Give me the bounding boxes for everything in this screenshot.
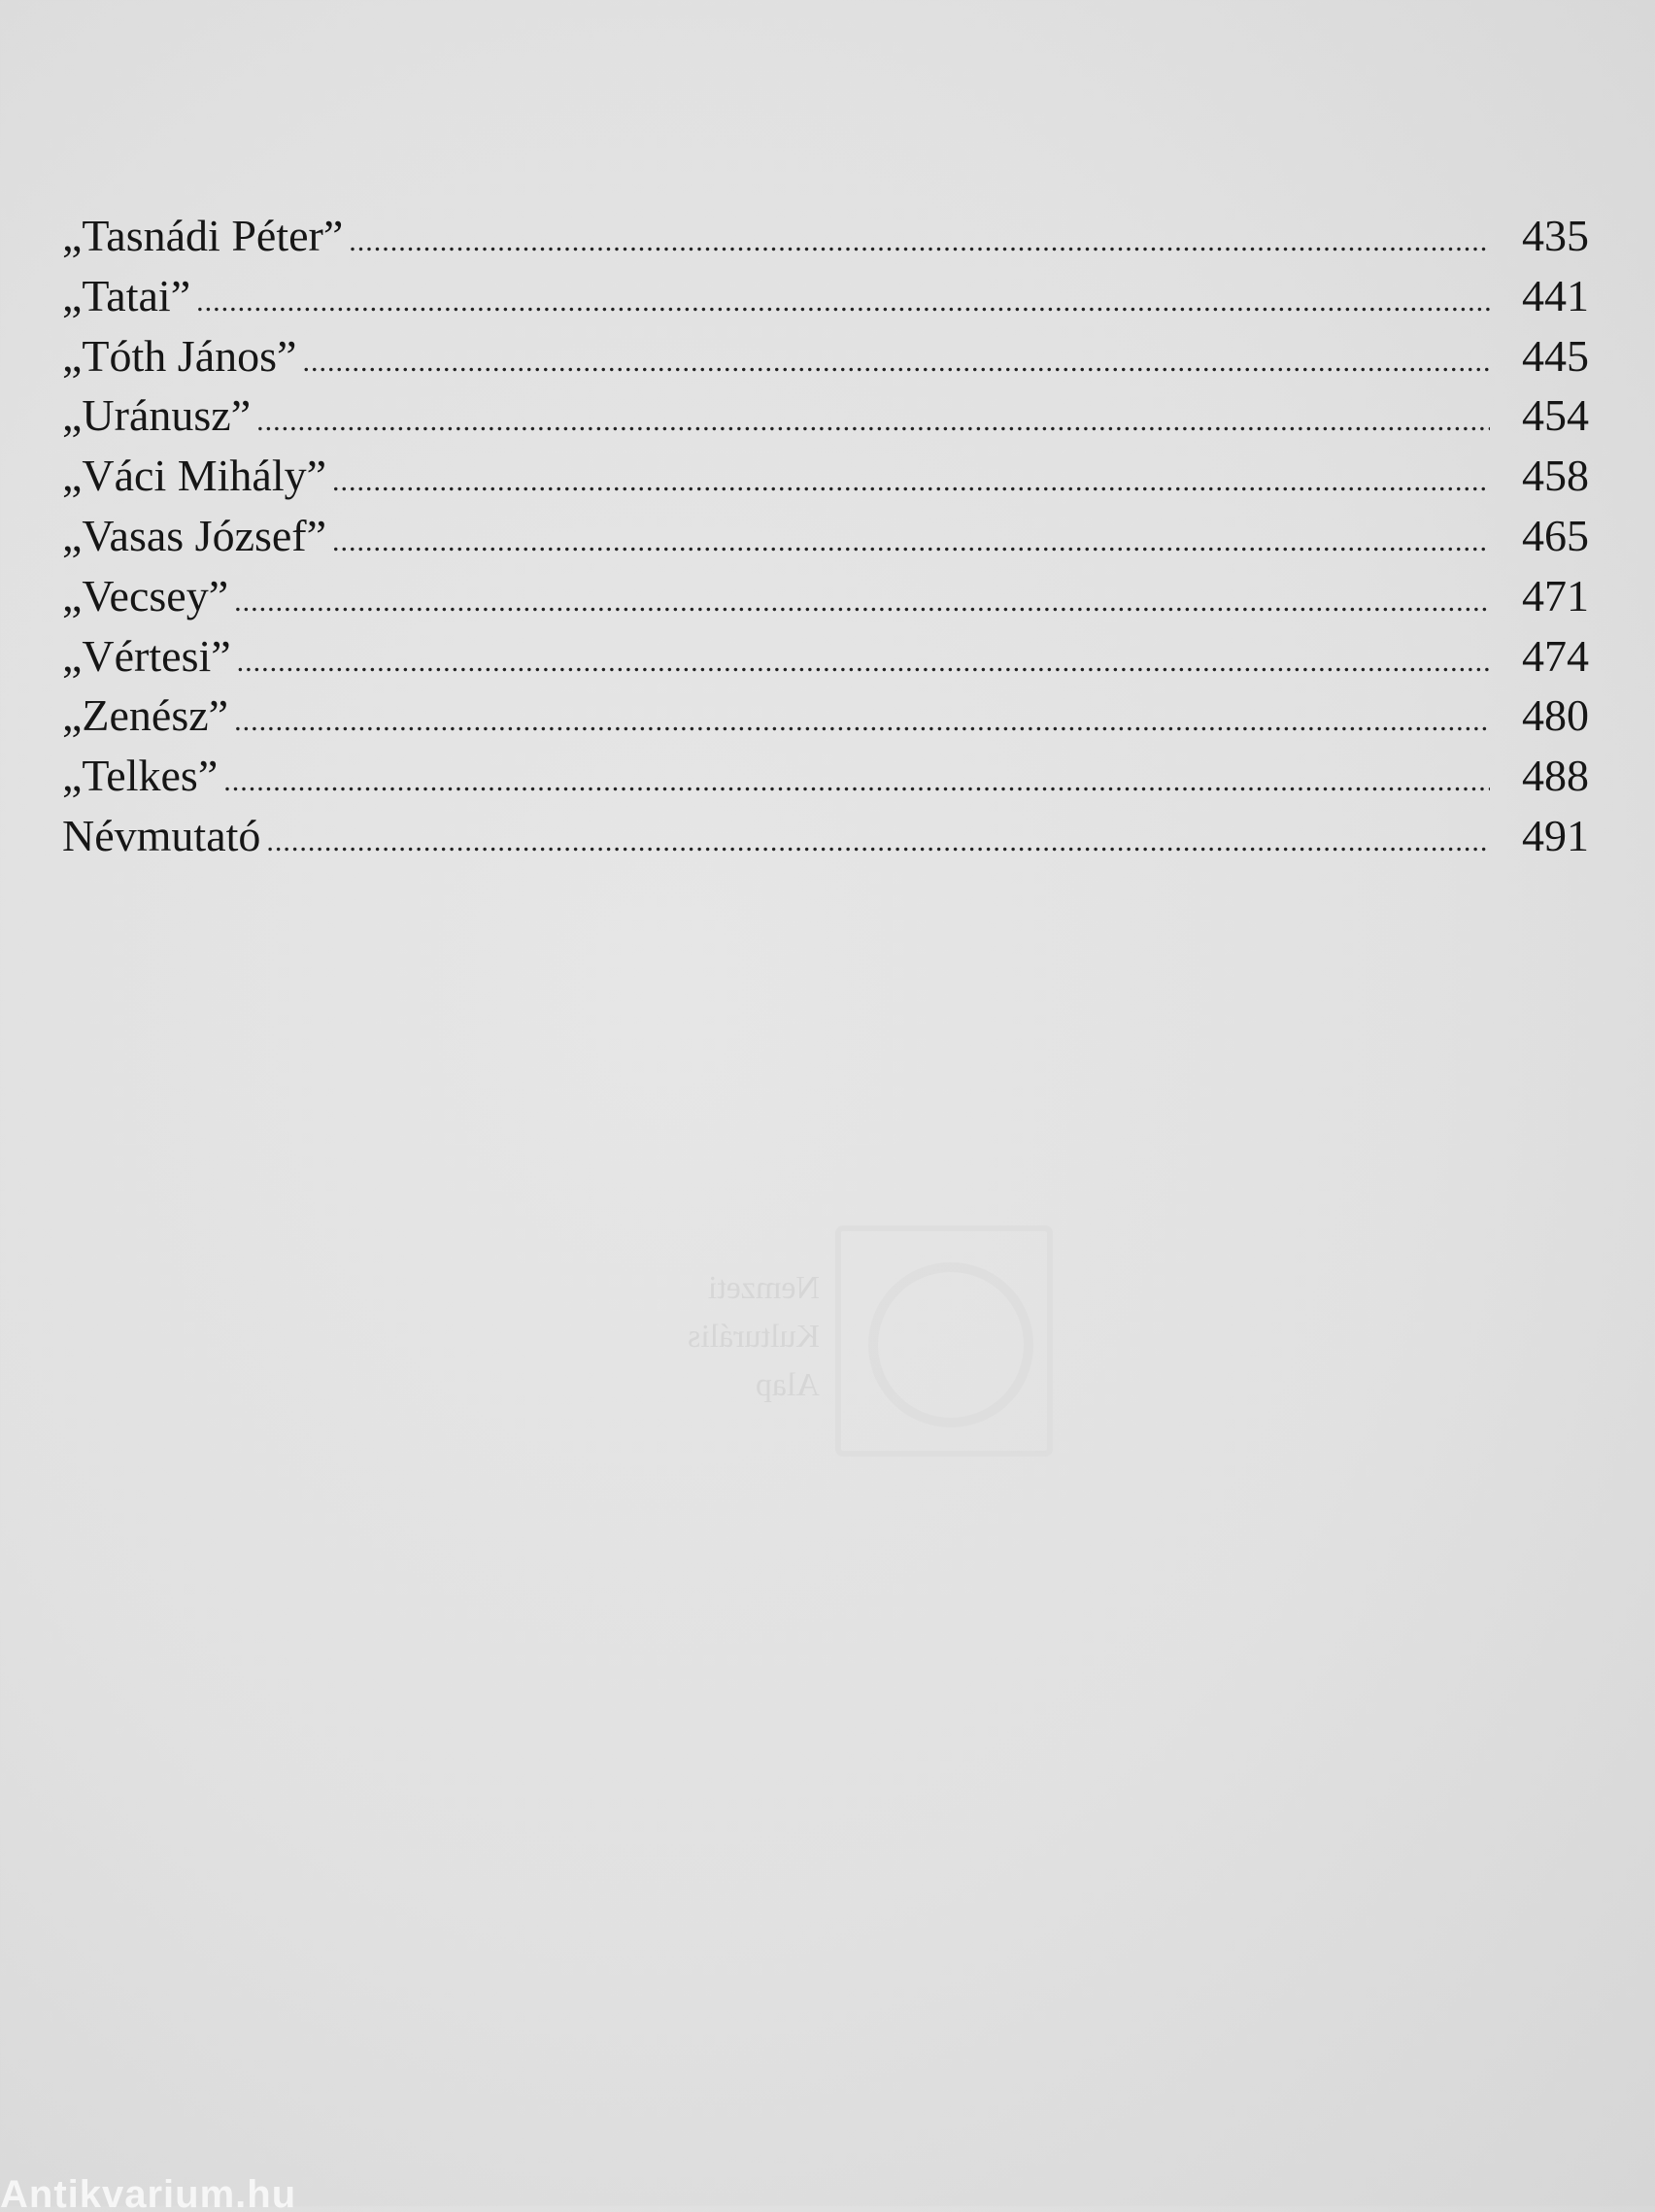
toc-entry [62,746,1589,806]
toc-entry-page: 491 [1522,810,1589,860]
table-of-contents [62,206,1589,866]
dot-leader [256,391,1490,452]
toc-entry-page: 445 [1522,330,1589,381]
toc-entry-title: „Vecsey” [62,570,229,620]
show-through-line: Nemzeti [707,1270,820,1306]
toc-entry-page: 441 [1522,270,1589,320]
dot-leader [234,691,1490,752]
toc-entry-page: 488 [1522,751,1589,801]
faint-logo-show-through [835,1225,1053,1457]
dot-leader [234,572,1490,632]
toc-entry [62,326,1589,386]
toc-entry-page: 480 [1522,690,1589,741]
toc-entry [62,206,1589,266]
toc-entry [62,806,1589,866]
toc-entry [62,446,1589,506]
toc-entry [62,686,1589,746]
dot-leader [332,452,1490,512]
toc-entry [62,385,1589,446]
site-watermark: Antikvarium.hu [0,2177,297,2212]
toc-entry-page: 474 [1522,630,1589,681]
toc-entry-page: 458 [1522,451,1589,501]
toc-entry-title: „Vértesi” [62,630,231,681]
faint-logo-ring [868,1262,1033,1427]
show-through-line: Kulturális [688,1319,820,1355]
toc-entry-title: „Tóth János” [62,330,297,381]
toc-entry-page: 435 [1522,211,1589,260]
toc-entry-title: „Tasnádi Péter” [62,211,344,260]
dot-leader [266,812,1490,872]
toc-entry-page: 454 [1522,390,1589,441]
toc-entry-title: Névmutató [62,810,261,860]
dot-leader [196,272,1490,332]
toc-entry [62,266,1589,326]
reverse-page-show-through [645,1264,820,1410]
dot-leader [302,332,1490,392]
dot-leader [349,212,1490,272]
toc-entry-title: „Váci Mihály” [62,451,327,501]
show-through-line: Alap [755,1367,820,1403]
toc-entry [62,506,1589,566]
toc-entry-page: 465 [1522,510,1589,560]
toc-entry-title: „Telkes” [62,751,219,801]
toc-entry-title: „Zenész” [62,690,229,741]
toc-entry [62,566,1589,626]
toc-entry-title: „Uránusz” [62,390,252,441]
toc-entry-title: „Tatai” [62,270,191,320]
dot-leader [237,632,1490,692]
toc-entry-page: 471 [1522,570,1589,620]
dot-leader [223,752,1490,812]
toc-entry [62,626,1589,687]
dot-leader [332,512,1490,572]
toc-entry-title: „Vasas József” [62,510,327,560]
